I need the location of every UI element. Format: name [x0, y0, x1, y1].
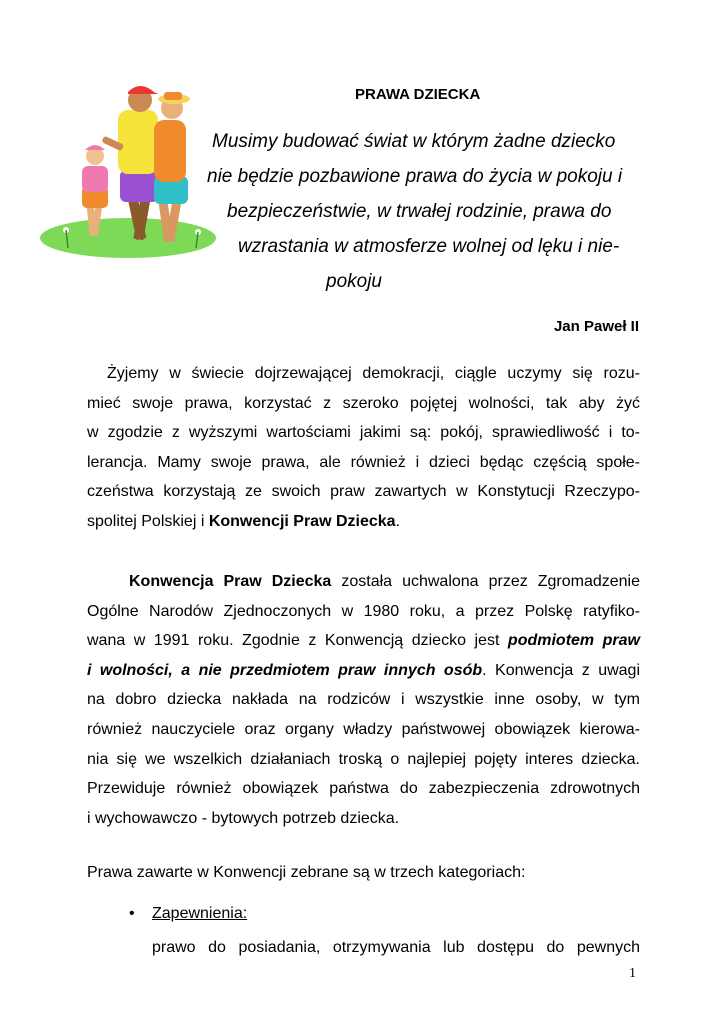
text-line: [87, 567, 640, 597]
text-run: .: [395, 512, 401, 530]
text-line: w zgodzie z wyższymi wartościami jakimi są: pokój, sprawiedliwość i to-: [87, 424, 640, 442]
family-walking-icon: [38, 80, 222, 262]
text-run: spolitej Polskiej i: [87, 512, 209, 530]
text-line: również nauczyciele oraz organy władzy państwowej obowiązek kierowa-: [87, 720, 640, 738]
paragraph-convention: [87, 567, 640, 833]
list-item-text: [152, 939, 640, 957]
quote-line: nie będzie pozbawione prawa do życia w pokoju i: [207, 166, 623, 187]
text-line: Przewiduje również obowiązek państwa do zabezpieczenia zdrowotnych: [87, 780, 640, 798]
text-line: lerancja. Mamy swoje prawa, ale również i dzieci będąc częścią społe-: [87, 453, 640, 471]
text-line: Żyjemy w świecie dojrzewającej demokracji, ciągle uczymy się rozu-: [107, 365, 640, 382]
quote-line: Musimy budować świat w którym żadne dziecko: [212, 131, 616, 152]
quote-author: Jan Paweł II: [553, 318, 639, 335]
text-run: . Konwencja z uwagi: [482, 661, 641, 679]
text-line: i wychowawczo - bytowych potrzeb dziecka.: [87, 809, 400, 827]
emphasis-text: podmiotem praw: [507, 632, 641, 650]
text-line: mieć swoje prawa, korzystać z szeroko pojętej wolności, tak aby żyć: [87, 394, 640, 412]
text-line: na dobro dziecka nakłada na rodziców i wszystkie inne osoby, w tym: [87, 691, 640, 709]
text-line: Ogólne Narodów Zjednoczonych w 1980 roku, a przez Polskę ratyfiko-: [87, 602, 640, 620]
text-line: nia się we wszelkich działaniach troską o najlepiej pojęty interes dziecka.: [87, 750, 640, 768]
page-number: 1: [629, 966, 636, 981]
text-line: [87, 626, 640, 656]
page-title: PRAWA DZIECKA: [355, 86, 481, 103]
convention-name: Konwencja Praw Dziecka: [129, 573, 332, 590]
text-line: [87, 507, 640, 537]
quote-line: wzrastania w atmosferze wolnej od lęku i nie-: [238, 236, 620, 257]
list-item-label: Zapewnienia:: [152, 905, 248, 922]
text-line: czeństwa korzystają ze swoich praw zawartych w Konstytucji Rzeczypo-: [87, 483, 640, 501]
quote-line: bezpieczeństwie, w trwałej rodzinie, prawa do: [227, 201, 612, 222]
bullet-icon: •: [129, 905, 135, 922]
convention-name: Konwencji Praw Dziecka: [208, 512, 396, 530]
text-line: [87, 656, 640, 686]
paragraph-categories: Prawa zawarte w Konwencji zebrane są w trzech kategoriach:: [87, 864, 526, 881]
text-line: prawo do posiadania, otrzymywania lub dostępu do pewnych: [152, 939, 640, 956]
man-figure: [101, 86, 158, 240]
paragraph-intro: [87, 359, 640, 537]
emphasis-text: i wolności, a nie przedmiotem praw innych osób: [87, 661, 483, 679]
text-run: wana w 1991 roku. Zgodnie z Konwencją dziecko jest: [87, 632, 508, 650]
quote-line: pokoju: [326, 271, 382, 292]
text-run: została uchwalona przez Zgromadzenie: [331, 573, 641, 590]
